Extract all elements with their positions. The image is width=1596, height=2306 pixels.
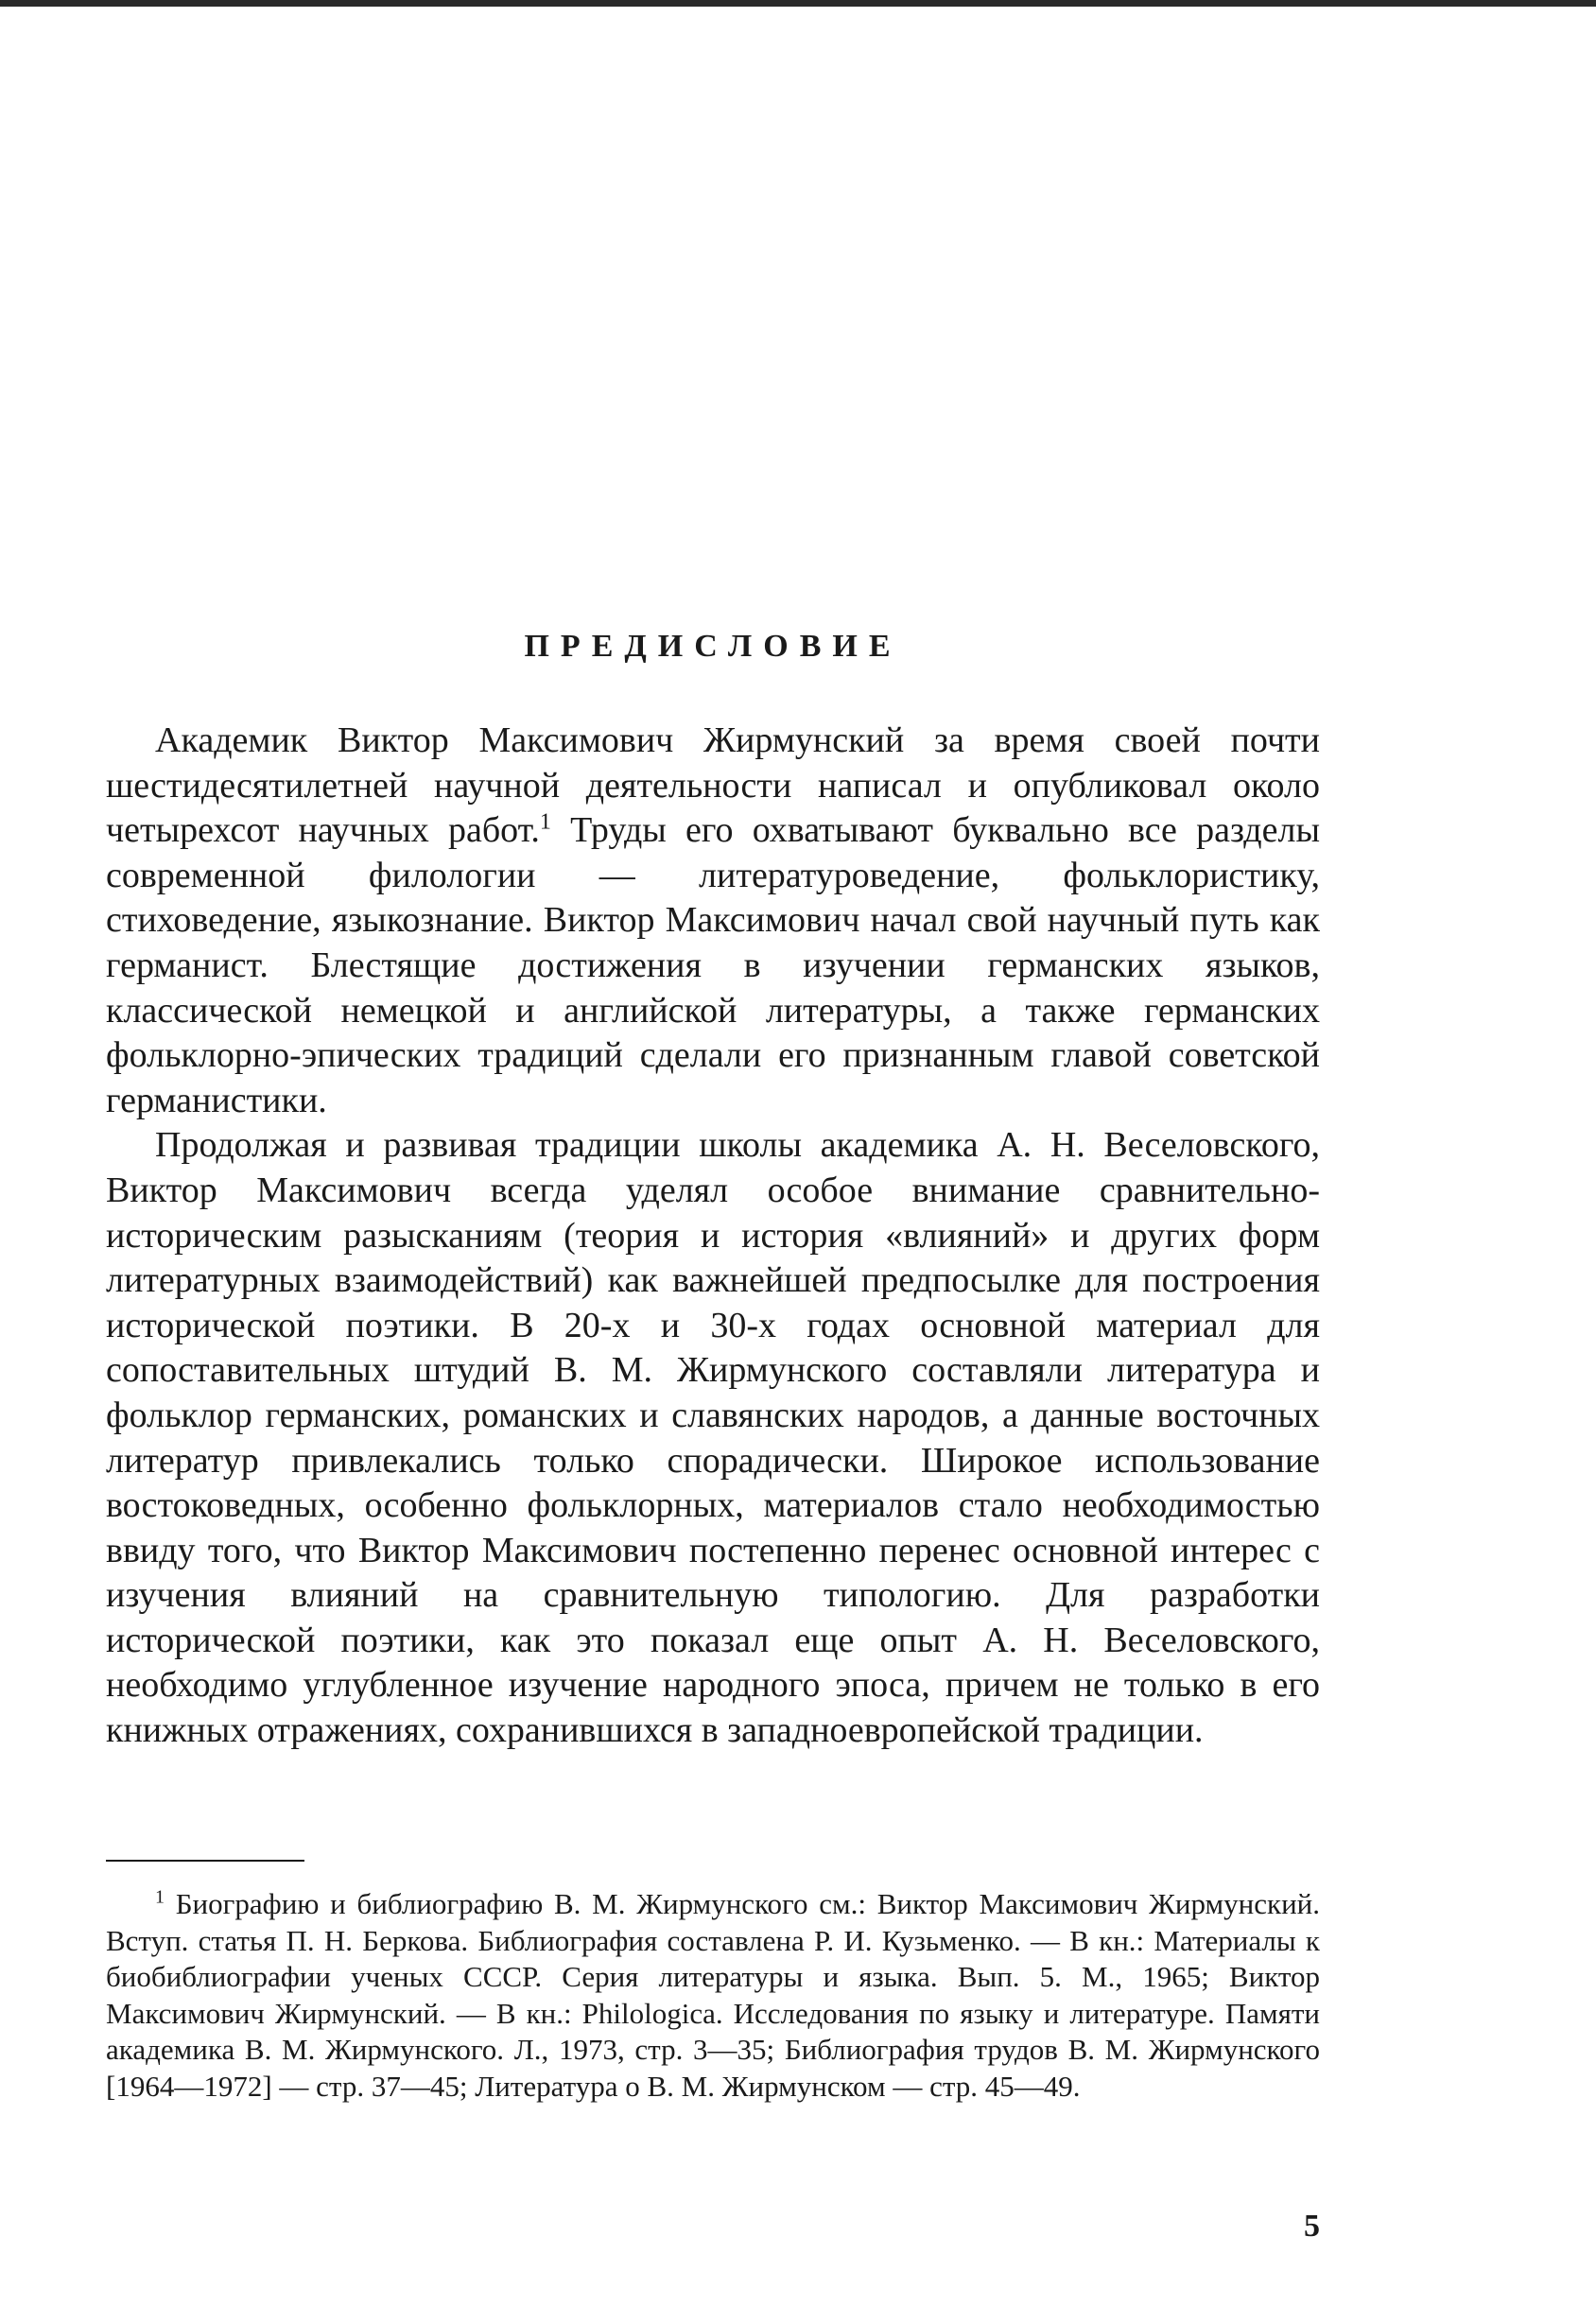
paragraph-1-continuation: Труды его охватывают буквально все разделы современной филологии — литературоведение, фольклористику, стиховедение, языкознание. Виктор Максимович начал свой научный путь как германист. Блестящие достижения в изучении германских языков, классической немецкой и английской литературы, а также германских фольклорно-эпических традиций сделали его признанным главой советской германистики.	[106, 810, 1320, 1120]
footnote-divider	[106, 1860, 304, 1862]
footnote-reference: 1	[539, 809, 551, 835]
footnote	[106, 1886, 1320, 2105]
footnote-text: Биографию и библиографию В. М. Жирмунского см.: Виктор Максимович Жирмунский. Вступ. статья П. Н. Беркова. Библиография составлена Р. И. Кузьменко. — В кн.: Материалы к биобиблиографии ученых СССР. Серия литературы и языка. Вып. 5. М., 1965; Виктор Максимович Жирмунский. — В кн.: Philologica. Исследования по языку и литературе. Памяти академика В. М. Жирмунского. Л., 1973, стр. 3—35; Библиография трудов В. М. Жирмунского [1964—1972] — стр. 37—45; Литература о В. М. Жирмунском — стр. 45—49.	[106, 1887, 1320, 2103]
page-number: 5	[1304, 2209, 1320, 2244]
main-text	[106, 719, 1320, 1754]
footnote-number: 1	[155, 1886, 165, 1908]
footnote-paragraph	[106, 1886, 1320, 2105]
page-title: ПРЕДИСЛОВИЕ	[524, 629, 902, 664]
paragraph-1-text: Академик Виктор Максимович Жирмунский за время своей почти шестидесятилетней научной деятельности написал и опубликовал около четырехсот научных работ.	[106, 720, 1320, 851]
paragraph-2: Продолжая и развивая традиции школы академика А. Н. Веселовского, Виктор Максимович всегда уделял особое внимание сравнительно-историческим разысканиям (теория и история «влияний» и других форм литературных взаимодействий) как важнейшей предпосылке для построения исторической поэтики. В 20-х и 30-х годах основной материал для сопоставительных штудий В. М. Жирмунского составляли литература и фольклор германских, романских и славянских народов, а данные восточных литератур привлекались только спорадически. Широкое использование востоковедных, особенно фольклорных, материалов стало необходимостью ввиду того, что Виктор Максимович постепенно перенес основной интерес с изучения влияний на сравнительную типологию. Для разработки исторической поэтики, как это показал еще опыт А. Н. Веселовского, необходимо углубленное изучение народного эпоса, причем не только в его книжных отражениях, сохранившихся в западноевропейской традиции.	[106, 1125, 1320, 1751]
book-page	[106, 0, 1320, 2306]
paragraph-1	[106, 719, 1320, 1123]
